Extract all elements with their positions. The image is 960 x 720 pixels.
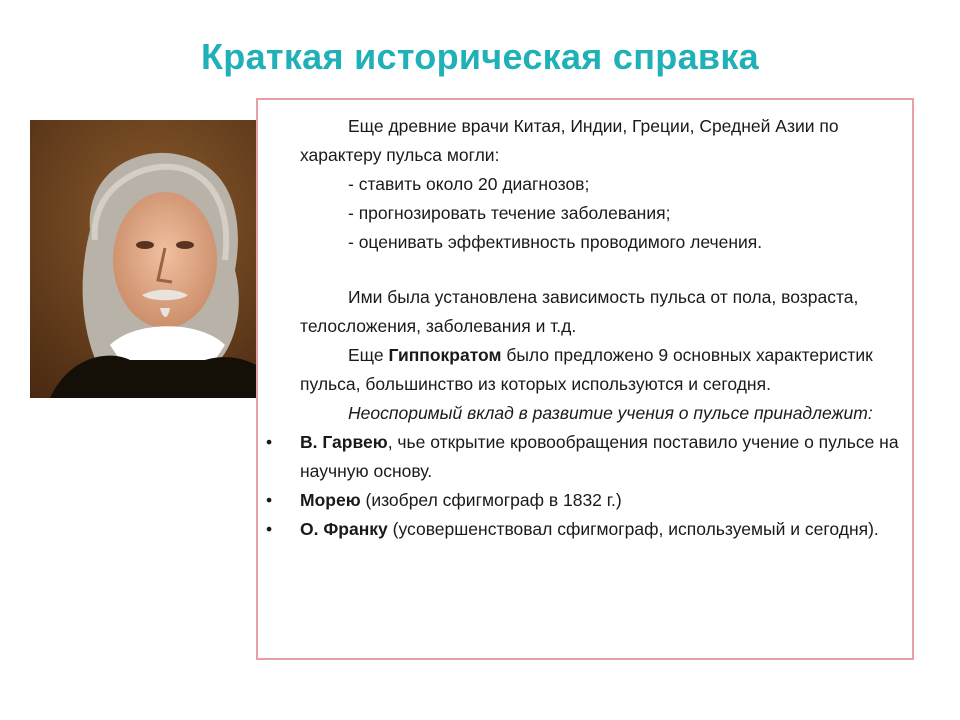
hippocrates-name: Гиппократом (388, 345, 502, 365)
bullet-item: • Морею (изобрел сфигмограф в 1832 г.) (300, 486, 908, 515)
bullet-icon: • (266, 490, 273, 510)
paragraph-dependency: Ими была установлена зависимость пульса от пола, возраста, телосложения, заболевания и т.д. (300, 287, 859, 336)
bullet-icon: • (266, 519, 273, 539)
bullet-item: • В. Гарвею, чье открытие кровообращения поставило учение о пульсе на научную основу. (300, 428, 908, 486)
slide-title: Краткая историческая справка (201, 36, 759, 77)
text-content (266, 112, 908, 544)
intro-paragraph: Еще древние врачи Китая, Индии, Греции, Средней Азии по характеру пульса могли: (300, 116, 839, 165)
list-item: - оценивать эффективность проводимого лечения. (348, 232, 763, 252)
paragraph-hippocrates: Еще Гиппократом было предложено 9 основных характеристик пульса, большинство из которых используются и сегодня. (300, 345, 873, 394)
bullet-icon: • (266, 432, 273, 452)
list-item: - прогнозировать течение заболевания; (348, 203, 671, 223)
list-item: - ставить около 20 диагнозов; (348, 174, 590, 194)
portrait-image (30, 120, 282, 398)
paragraph-contribution: Неоспоримый вклад в развитие учения о пульсе принадлежит: (348, 403, 873, 423)
bullet-item: • О. Франку (усовершенствовал сфигмограф, используемый и сегодня). (300, 515, 908, 544)
